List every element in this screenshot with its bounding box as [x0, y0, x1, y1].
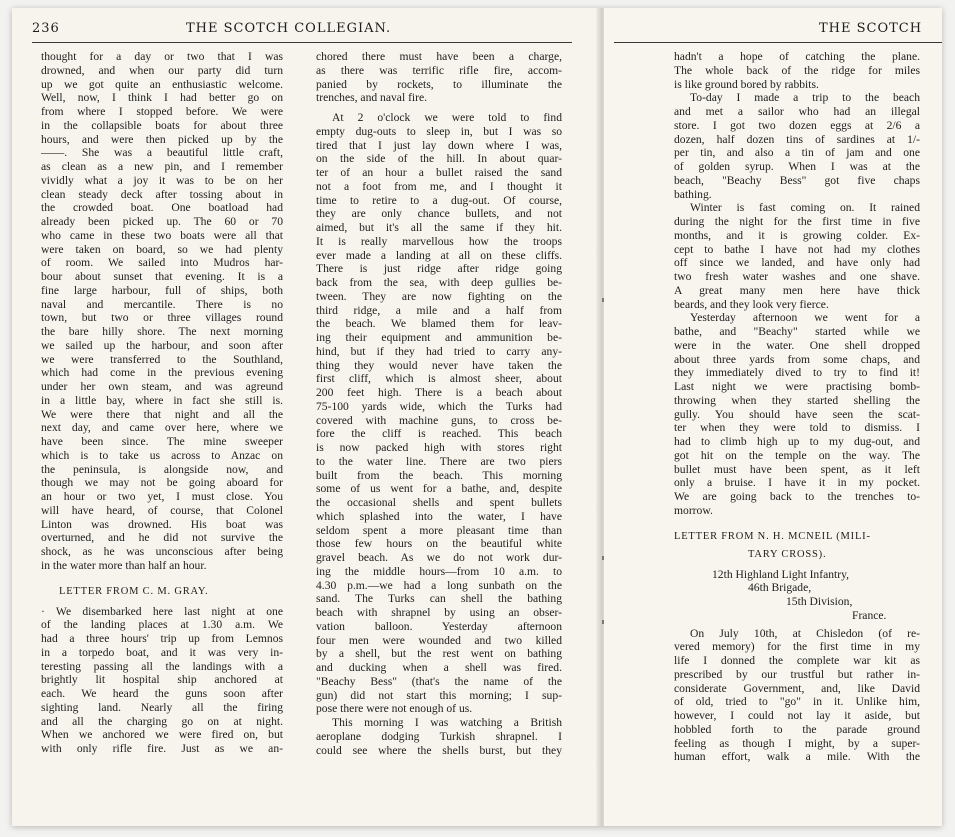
book-spread	[12, 8, 942, 826]
text-line: from where I stopped before. We were	[41, 105, 283, 118]
text-line: There is just ridge after ridge going	[316, 262, 562, 276]
text-line: On July 10th, at Chisledon (of re-	[690, 626, 920, 640]
text-line: life I donned the complete war kit as	[674, 654, 920, 667]
text-line: ter when they were told to dismiss. I	[674, 421, 920, 435]
header-rule-right	[614, 42, 942, 43]
text-line: hobbled forth to the parade ground	[674, 722, 920, 736]
text-line: they are only chance bullets, and not	[316, 207, 562, 221]
text-line: human effort, walk a mile. With the	[674, 750, 920, 764]
page-number: 236	[32, 21, 60, 36]
address-line: France.	[852, 608, 887, 622]
text-line: bour about sunset that evening. It is a	[41, 270, 283, 283]
text-line: the peninsula, is alongside now, and	[41, 462, 283, 476]
text-line: built from the beach. This morning	[316, 468, 562, 482]
text-line: not a foot from me, and I thought it	[316, 179, 562, 193]
letter-heading: TARY CROSS).	[748, 548, 827, 560]
text-line: ing the middle hours—from 10 a.m. to	[316, 564, 562, 578]
text-line: third ridge, a mile and a half from	[316, 303, 562, 317]
text-line: thought for a day or two that I was	[41, 50, 283, 63]
text-line: the beach. We blamed them for leav-	[316, 317, 562, 331]
text-line: vividly what a joy it was to be on her	[41, 173, 283, 187]
text-line: under her own steam, and was agreund	[41, 380, 283, 393]
text-line: The whole back of the ridge for miles	[674, 63, 920, 77]
text-line: We were there that night and all the	[41, 407, 283, 421]
text-line: were in the water. One shell dropped	[674, 338, 920, 352]
text-line: bullet must have been spent, as it left	[674, 462, 920, 476]
text-line: seldom spent a more pleasant time than	[316, 523, 562, 537]
text-line: in a little bay, where in fact she still is.	[41, 393, 283, 407]
text-line: A great many men here have thick	[674, 283, 920, 297]
text-line: We are going back to the trenches to-	[674, 490, 920, 503]
text-line: aimed, but it's all the same if they hit.	[316, 221, 562, 234]
text-line: sand. The Turks can shell the bathing	[316, 592, 562, 606]
text-line: covered with machine guns, to cross be-	[316, 413, 562, 427]
text-line: drowned, and when our party did turn	[41, 63, 283, 77]
text-line: in a torpedo boat, and it was very in-	[41, 645, 283, 659]
text-line: vation balloon. Yesterday afternoon	[316, 619, 562, 633]
left-column-1	[41, 50, 283, 756]
text-line: the crowded boat. One boatload had	[41, 201, 283, 215]
text-line: of golden syrup. When I was at the	[674, 160, 920, 173]
text-line: ——. She was a beautiful little craft,	[41, 146, 283, 160]
text-line: is now packed high with stores right	[316, 441, 562, 454]
text-line: they immediately dived to try to find it!	[674, 366, 920, 380]
text-line: ever made a landing at all on these cliffs.	[316, 248, 562, 262]
text-line: This morning I was watching a British	[332, 716, 562, 729]
text-line: pose there were not enough of us.	[316, 702, 473, 716]
text-line: fine large harbour, full of ships, both	[41, 283, 283, 297]
text-line: empty dug-outs to sleep in, but I was so	[316, 124, 562, 138]
text-line: 75-100 yards wide, which the Turks had	[316, 399, 562, 413]
text-line: by a shell, but the rest went on bathing	[316, 647, 562, 661]
text-line: tired that I just lay down where I was,	[316, 138, 562, 152]
text-line: Well, now, I think I had better go on	[41, 91, 283, 105]
text-line: will have heard, of course, that Colonel	[41, 503, 283, 517]
text-line: and all the charging go on at night.	[41, 714, 283, 728]
text-line: back from the sea, with deep gullies be-	[316, 276, 562, 289]
text-line: in the collapsible boats for about three	[41, 118, 283, 132]
right-page	[604, 8, 942, 826]
text-line: with only rifle fire. Just as we an-	[41, 742, 283, 755]
header-rule	[32, 42, 572, 43]
text-line: panied by rockets, to illuminate the	[316, 77, 562, 91]
letter-heading: LETTER FROM C. M. GRAY.	[59, 585, 209, 597]
text-line: sighting land. Nearly all the firing	[41, 700, 283, 714]
text-line: teresting passing all the landings with a	[41, 659, 283, 673]
text-line: during the night for the first time in five	[674, 215, 920, 228]
text-line: two fresh water washes and one shave.	[674, 270, 920, 283]
text-line: beards, and they look very fierce.	[674, 297, 829, 311]
text-line: vered memory) for the first time in my	[674, 640, 920, 654]
text-line: gravel beach. As we do not work dur-	[316, 551, 562, 564]
text-line: Last night we were practising bomb-	[674, 380, 920, 393]
text-line: had to climb high up to my dug-out, and	[674, 435, 920, 448]
right-column-1	[674, 50, 920, 764]
text-line: had a three hours' trip up from Lemnos	[41, 632, 283, 645]
running-head-right: THE SCOTCH	[819, 21, 923, 36]
text-line: throwing when they started shelling the	[674, 393, 920, 407]
text-line: gully. You should have seen the scat-	[674, 407, 920, 421]
text-line: however, I could not lay it aside, but	[674, 709, 920, 722]
text-line: store. I got two dozen eggs at 2/6 a	[674, 118, 920, 132]
text-line: have been since. The mine sweeper	[41, 435, 283, 448]
text-line: thing they would never have taken the	[316, 358, 562, 372]
text-line: next day, and came over here, where we	[41, 421, 283, 435]
text-line: already been picked up. The 60 or 70	[41, 215, 283, 228]
text-line: to the water line. There are two piers	[316, 454, 562, 468]
running-head-left: THE SCOTCH COLLEGIAN.	[186, 21, 392, 36]
text-line: time to retire to a dug-out. Of course,	[316, 193, 562, 207]
text-line: got hit on the temple on the way. The	[674, 448, 920, 462]
text-line: which is to take us across to Anzac on	[41, 448, 283, 462]
text-line: hadn't a hope of catching the plane.	[674, 50, 920, 63]
text-line: 4.30 p.m.—we had a long sunbath on the	[316, 578, 562, 592]
text-line: clean steady deck after tossing about in	[41, 187, 283, 201]
text-line: dozen, half dozen tins of sardines at 1/-	[674, 132, 920, 146]
text-line: first cliff, which is almost sheer, about	[316, 372, 562, 386]
text-line: · We disembarked here last night at one	[41, 604, 283, 618]
text-line: 200 feet high. There is a beach about	[316, 386, 562, 399]
text-line: gun) did not start this morning; I sup-	[316, 688, 562, 702]
text-line: who came in these two boats were all that	[41, 228, 283, 242]
text-line: cept to bathe I have not had my clothes	[674, 242, 920, 256]
text-line: hind, but if they had tried to carry any-	[316, 344, 562, 358]
text-line: It is really marvellous how the troops	[316, 234, 562, 248]
text-line: the bare hilly shore. The next morning	[41, 325, 283, 338]
text-line: "Beachy Bess" (that's the name of the	[316, 674, 562, 688]
text-line: tween. They are now fighting on the	[316, 289, 562, 303]
text-line: brightly lit hospital ship anchored at	[41, 673, 283, 687]
text-line: chored there must have been a charge,	[316, 50, 562, 63]
text-line: considerate Government, and, like David	[674, 681, 920, 695]
text-line: is like ground bored by rabbits.	[674, 77, 819, 91]
text-line: To-day I made a trip to the beach	[690, 91, 920, 105]
text-line: months, and it is growing colder. Ex-	[674, 228, 920, 242]
text-line: though we may not be going aboard for	[41, 476, 283, 490]
text-line: up we got quite an enthusiastic welcome.	[41, 77, 283, 91]
text-line: and ducking when a shell was fired.	[316, 661, 562, 674]
text-line: per tin, and also a tin of jam and one	[674, 146, 920, 160]
text-line: which had come in the previous evening	[41, 366, 283, 380]
text-line: could see where the shells burst, but they	[316, 743, 562, 757]
text-line: those few hours on the beautiful white	[316, 537, 562, 551]
text-line: ing their equipment and ammunition be-	[316, 331, 562, 344]
text-line: ter of an hour a bullet raised the sand	[316, 166, 562, 179]
text-line: town, but two or three villages round	[41, 311, 283, 325]
text-line: beach, "Beachy Bess" got five chaps	[674, 173, 920, 187]
text-line: fore the cliff is reached. This beach	[316, 427, 562, 441]
text-line: prescribed by our trustful but rather in-	[674, 667, 920, 681]
text-line: shock, as he was unconscious after being	[41, 545, 283, 558]
text-line: of room. We sailed into Mudros har-	[41, 256, 283, 270]
text-line: trenches, and naval fire.	[316, 91, 428, 105]
text-line: At 2 o'clock we were told to find	[332, 111, 562, 124]
address-line: 46th Brigade,	[748, 581, 812, 595]
left-page	[12, 8, 602, 826]
text-line: in the water more than half an hour.	[41, 558, 207, 572]
text-line: as there was terrific rifle fire, accom-	[316, 63, 562, 77]
text-line: off since we landed, and have only had	[674, 256, 920, 270]
text-line: Yesterday afternoon we went for a	[690, 311, 920, 325]
text-line: of old, tried to "go" in it. Unlike him,	[674, 695, 920, 709]
text-line: on the side of the hill. In about quar-	[316, 152, 562, 166]
text-line: which splashed into the water, I have	[316, 509, 562, 523]
text-line: we sailed up the harbour, and soon after	[41, 338, 283, 352]
text-line: morrow.	[674, 503, 713, 517]
text-line: the occasional shells and spent bullets	[316, 496, 562, 509]
left-column-2	[316, 50, 562, 757]
text-line: feeling as though I might, by a super-	[674, 736, 920, 750]
text-line: were taken on board, so we had plenty	[41, 242, 283, 256]
text-line: each. We heard the guns soon after	[41, 687, 283, 700]
text-line: bathe, and "Beachy" started while we	[674, 325, 920, 338]
address-line: 12th Highland Light Infantry,	[712, 567, 850, 581]
text-line: aeroplane dodging Turkish shrapnel. I	[316, 729, 562, 743]
text-line: only a bruise. I have it in my pocket.	[674, 476, 920, 490]
text-line: Winter is fast coming on. It rained	[690, 201, 920, 215]
text-line: naval and mercantile. There is no	[41, 297, 283, 311]
address-line: 15th Division,	[786, 595, 853, 608]
text-line: we were transferred to the Southland,	[41, 352, 283, 366]
text-line: some of us went for a bathe, and, despite	[316, 482, 562, 496]
text-line: about three yards from some chaps, and	[674, 352, 920, 366]
text-line: an hour or two yet, I must close. You	[41, 490, 283, 503]
text-line: and met a sailor who had an illegal	[674, 105, 920, 118]
text-line: as clean as a new pin, and I remember	[41, 160, 283, 173]
text-line: of the landing places at 1.30 a.m. We	[41, 618, 283, 632]
text-line: beach with shrapnel by using an obser-	[316, 606, 562, 619]
text-line: four men were wounded and two killed	[316, 633, 562, 647]
text-line: hours, and were then picked up by the	[41, 132, 283, 146]
text-line: Linton was drowned. His boat was	[41, 517, 283, 531]
letter-heading: LETTER FROM N. H. MCNEIL (MILI-	[674, 530, 871, 542]
text-line: overturned, and he did not survive the	[41, 531, 283, 545]
text-line: bathing.	[674, 187, 712, 201]
text-line: When we anchored we were fired on, but	[41, 728, 283, 742]
